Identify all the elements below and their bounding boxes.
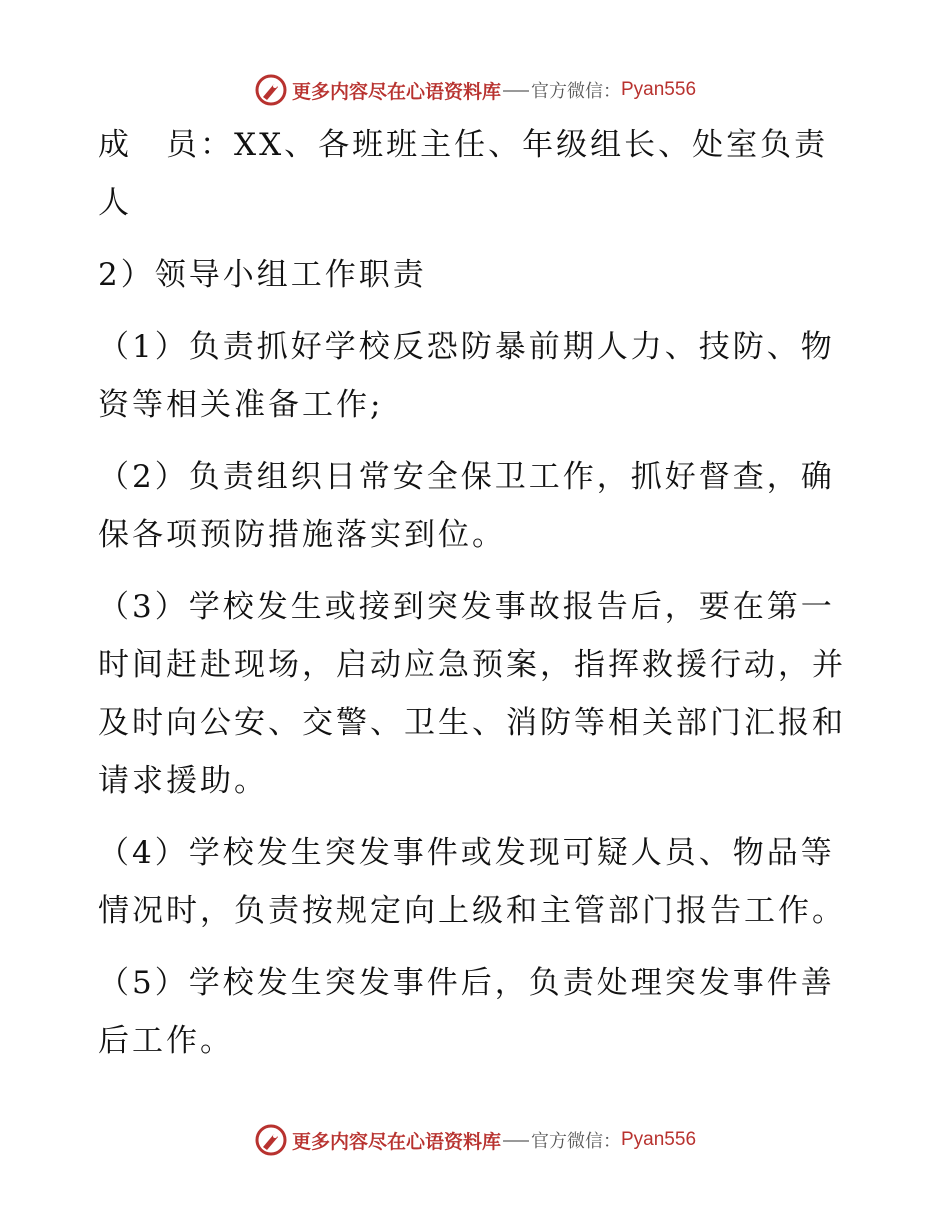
watermark-label: 官方微信：	[531, 81, 621, 102]
watermark-dash	[503, 1140, 529, 1142]
watermark-label: 官方微信：	[531, 1131, 621, 1152]
duty-item-1: （1）负责抓好学校反恐防暴前期人力、技防、物资等相关准备工作;	[98, 329, 835, 423]
duty-item-5: （5）学校发生突发事件后，负责处理突发事件善后工作。	[98, 965, 835, 1059]
watermark-brand: 更多内容尽在心语资料库	[291, 80, 501, 103]
footer-watermark	[0, 1120, 950, 1160]
members-line: 成 员：XX、各班班主任、年级组长、处室负责人	[98, 127, 829, 221]
watermark-id: Pyan556	[621, 1129, 697, 1150]
watermark-brand: 更多内容尽在心语资料库	[291, 1130, 501, 1153]
duty-item-2: （2）负责组织日常安全保卫工作，抓好督查，确保各项预防措施落实到位。	[98, 459, 835, 553]
document-body	[98, 116, 858, 1084]
duty-item-4: （4）学校发生突发事件或发现可疑人员、物品等情况时，负责按规定向上级和主管部门报告工作。	[98, 835, 846, 929]
pen-nib-circle-icon	[254, 73, 288, 107]
duty-item-3: （3）学校发生或接到突发事故报告后，要在第一时间赶赴现场，启动应急预案，指挥救援行动，并及时向公安、交警、卫生、消防等相关部门汇报和请求援助。	[98, 589, 846, 799]
watermark-id: Pyan556	[621, 79, 697, 100]
watermark-dash	[503, 90, 529, 92]
section-heading: 2）领导小组工作职责	[98, 257, 427, 293]
pen-nib-circle-icon	[254, 1123, 288, 1157]
header-watermark	[0, 70, 950, 110]
